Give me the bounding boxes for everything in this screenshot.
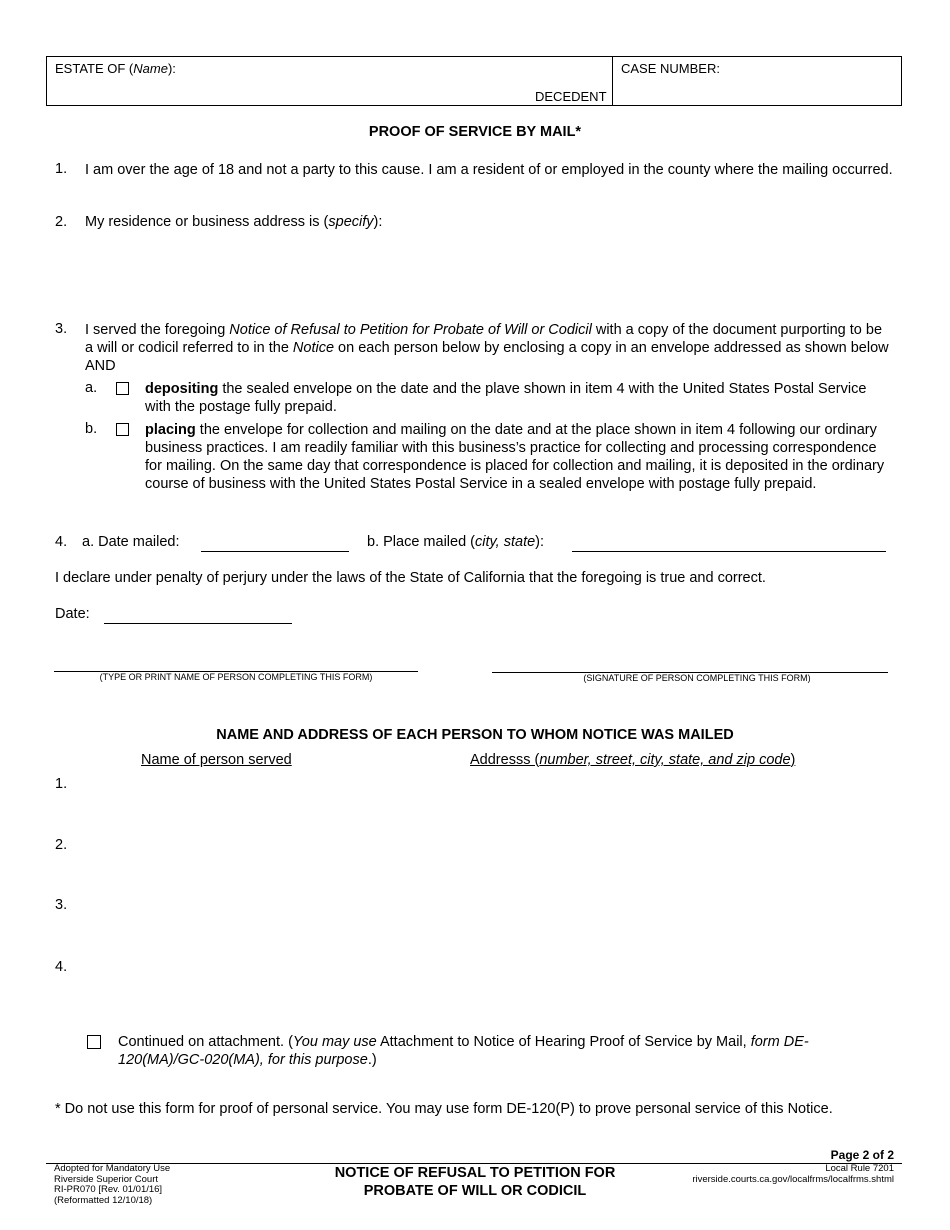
footer-left-4: (Reformatted 12/10/18) <box>54 1194 153 1206</box>
item-3a-body: the sealed envelope on the date and the plave shown in item 4 with the United States Postal Service with the postage fully prepaid. <box>145 381 867 415</box>
continued-t1: Continued on attachment. ( <box>118 1034 293 1050</box>
served-heading: NAME AND ADDRESS OF EACH PERSON TO WHOM NOTICE WAS MAILED <box>216 727 734 743</box>
item-1-text: I am over the age of 18 and not a party to this cause. I am a resident of or employed in the county where the mailing occurred. <box>85 162 893 178</box>
name-caption: (TYPE OR PRINT NAME OF PERSON COMPLETING THIS FORM) <box>99 672 373 682</box>
continued-i2: form DE-120(MA)/GC-020(MA), for this purpose <box>118 1034 809 1068</box>
footer-right <box>692 1164 894 1185</box>
estate-suffix: ): <box>167 61 176 76</box>
estate-name-italic: Name <box>133 61 168 76</box>
estate-of-label <box>55 61 176 76</box>
place-mailed-post: ): <box>535 534 545 550</box>
placing-checkbox[interactable] <box>116 423 129 436</box>
place-mailed-label <box>367 534 544 550</box>
col-address-header <box>470 752 795 768</box>
date-field[interactable] <box>104 623 292 624</box>
col-addr-italic: number, street, city, state, and zip code <box>539 752 791 768</box>
item-3-t1: I served the foregoing <box>85 322 230 338</box>
item-3b-text <box>145 421 897 493</box>
item-3a-bold: depositing <box>145 381 219 397</box>
item-2-text <box>85 214 382 230</box>
declaration-text: I declare under penalty of perjury under the laws of the State of California that the foregoing is true and correct. <box>55 570 766 586</box>
col-name-text: Name of person served <box>141 752 292 768</box>
depositing-checkbox[interactable] <box>116 382 129 395</box>
served-row-4: 4. <box>55 959 68 975</box>
date-mailed-field[interactable] <box>201 551 349 552</box>
served-row-2: 2. <box>55 837 68 853</box>
continued-t2: Attachment to Notice of Hearing Proof of Service by Mail, <box>376 1034 751 1050</box>
page-number: Page 2 of 2 <box>830 1148 894 1162</box>
place-mailed-italic: city, state <box>475 534 536 550</box>
caption-divider <box>612 57 613 105</box>
continued-checkbox[interactable] <box>87 1035 101 1049</box>
served-row-1: 1. <box>55 776 68 792</box>
signature-caption: (SIGNATURE OF PERSON COMPLETING THIS FORM) <box>583 673 811 683</box>
case-number-label: CASE NUMBER: <box>621 61 720 76</box>
item-4-number: 4. <box>55 534 68 550</box>
footer-left-1: Adopted for Mandatory Use <box>54 1163 171 1174</box>
place-mailed-field[interactable] <box>572 551 886 552</box>
footnote: * Do not use this form for proof of personal service. You may use form DE-120(P) to prove personal service of this Notice. <box>55 1101 833 1117</box>
estate-prefix: ESTATE OF ( <box>55 61 134 76</box>
col-addr-post: ) <box>790 752 796 768</box>
footer-local-rule: Local Rule 7201 <box>825 1163 894 1174</box>
item-3a-text <box>145 380 895 416</box>
continued-i1: You may use <box>292 1034 377 1050</box>
item-3-notice-title: Notice of Refusal to Petition for Probate of Will or Codicil <box>229 322 592 338</box>
served-row-3: 3. <box>55 897 68 913</box>
item-2-post: ): <box>373 214 383 230</box>
item-1-number: 1. <box>55 161 68 177</box>
date-label: Date: <box>55 606 90 622</box>
item-2-number: 2. <box>55 214 68 230</box>
item-3a-label: a. <box>85 380 98 396</box>
col-name-header <box>141 752 292 768</box>
item-2-pre: My residence or business address is ( <box>85 214 329 230</box>
continued-t3: .) <box>367 1052 377 1068</box>
item-3-t2: with a copy of the document purporting to be a will or codicil referred to in the <box>85 322 883 356</box>
decedent-label: DECEDENT <box>535 89 607 104</box>
item-3b-label: b. <box>85 421 98 437</box>
footer-url[interactable]: riverside.courts.ca.gov/localfrms/localfrms.shtml <box>692 1173 894 1185</box>
form-title: PROOF OF SERVICE BY MAIL* <box>368 124 582 140</box>
item-2-italic: specify <box>328 214 374 230</box>
item-3b-body: the envelope for collection and mailing on the date and at the place shown in item 4 following our ordinary business practices. I am readily familiar with this business’s practice for collecting and processing correspondence for mailing. On the same day that correspondence is placed for collection and mailing, it is deposited in the ordinary course of business with the United States Postal Service in a sealed envelope with postage fully prepaid. <box>145 422 885 492</box>
footer-left-3: RI-PR070 [Rev. 01/01/16] <box>54 1184 163 1195</box>
date-mailed-label: a. Date mailed: <box>82 534 180 550</box>
continued-text <box>118 1033 878 1069</box>
col-addr-pre: Addresss ( <box>470 752 540 768</box>
item-3-text <box>85 321 890 375</box>
place-mailed-pre: b. Place mailed ( <box>367 534 475 550</box>
footer-title-line2: PROBATE OF WILL OR CODICIL <box>363 1183 587 1199</box>
item-3-t3: on each person below by enclosing a copy in an envelope addressed as shown below AND <box>85 340 889 374</box>
item-3b-bold: placing <box>145 422 196 438</box>
item-3-number: 3. <box>55 321 68 337</box>
caption-box <box>46 56 902 106</box>
footer-title-line1: NOTICE OF REFUSAL TO PETITION FOR <box>334 1165 616 1181</box>
item-3-notice: Notice <box>292 340 335 356</box>
footer-left-2: Riverside Superior Court <box>54 1173 159 1185</box>
